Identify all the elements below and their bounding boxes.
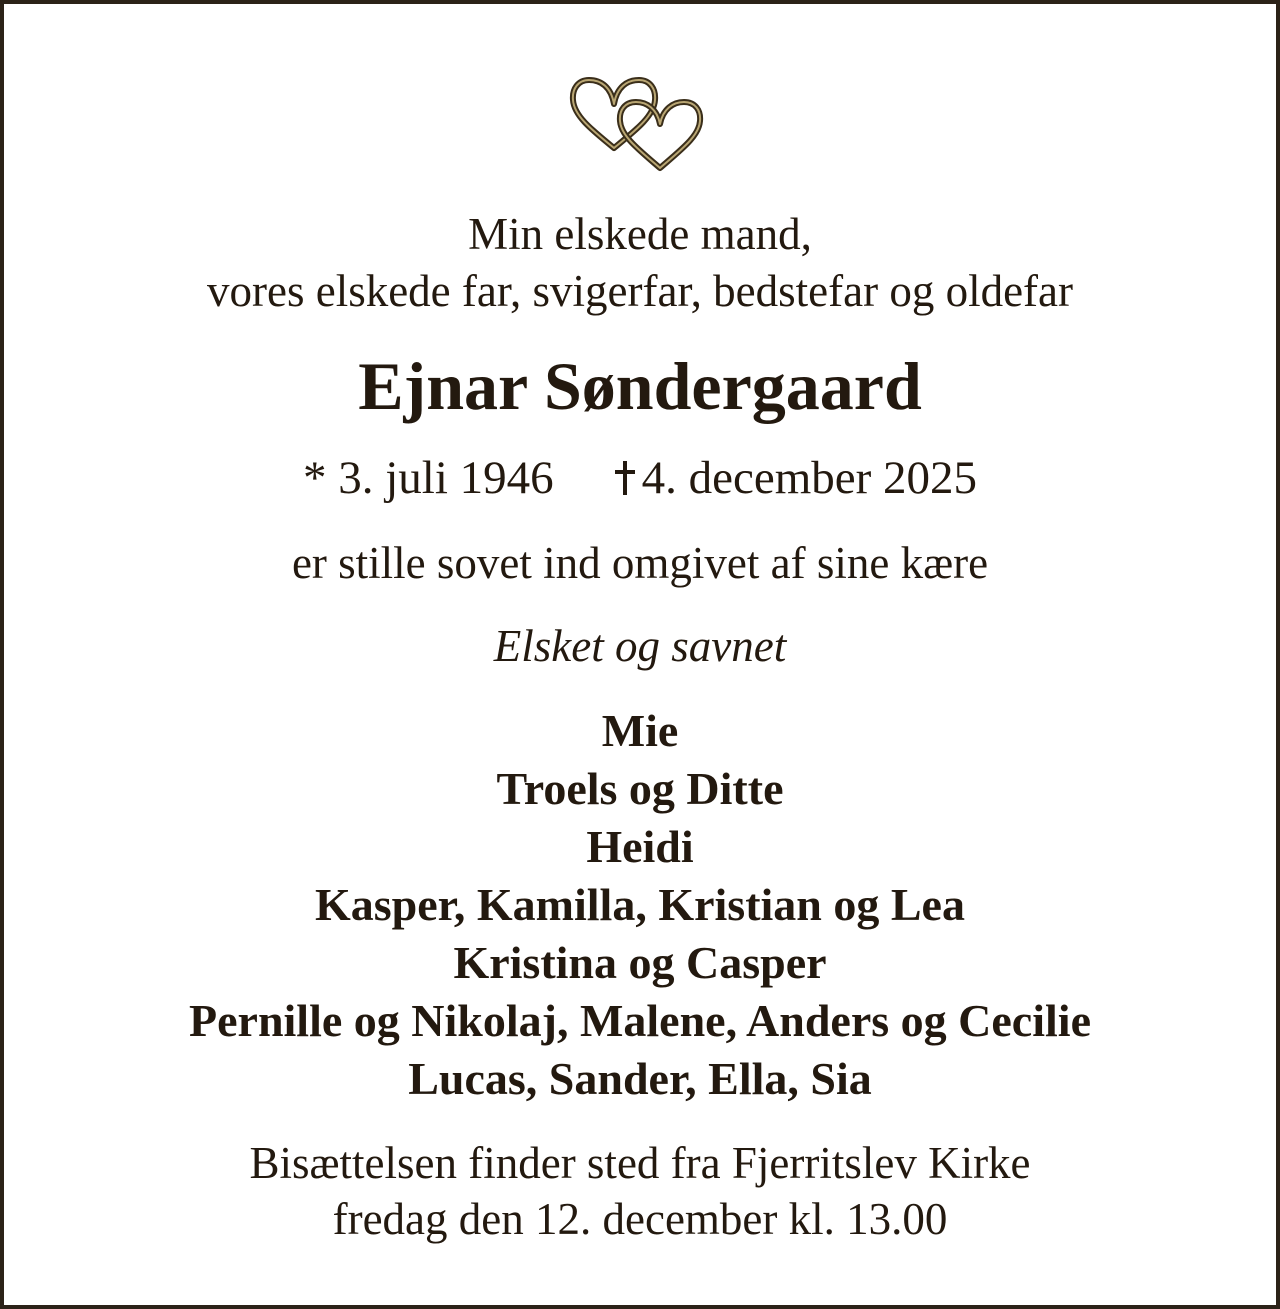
funeral-time: fredag den 12. december kl. 13.00 (332, 1194, 948, 1244)
funeral-location: Bisættelsen finder sted fra Fjerritslev Kirke (249, 1138, 1031, 1188)
intro-line-2: vores elskede far, svigerfar, bedstefar og oldefar (207, 266, 1073, 316)
death-date: 4. december 2025 (641, 452, 978, 504)
life-dates (4, 452, 1276, 504)
family-line-4: Kasper, Kamilla, Kristian og Lea (315, 879, 965, 930)
deceased-name: Ejnar Søndergaard (358, 348, 922, 424)
family-line-1: Mie (601, 705, 679, 756)
family-line-3: Heidi (586, 821, 694, 872)
family-line-6: Pernille og Nikolaj, Malene, Anders og Cecilie (189, 995, 1091, 1046)
intro-line-1: Min elskede mand, (468, 209, 812, 259)
family-line-5: Kristina og Casper (453, 937, 827, 988)
birth-date: * 3. juli 1946 (302, 452, 554, 504)
cross-icon (614, 461, 636, 495)
double-heart-icon (564, 70, 716, 174)
family-line-7: Lucas, Sander, Ella, Sia (408, 1053, 872, 1104)
passing-statement: er stille sovet ind omgivet af sine kære (291, 538, 989, 588)
family-line-2: Troels og Ditte (496, 763, 784, 814)
motto: Elsket og savnet (493, 621, 787, 671)
